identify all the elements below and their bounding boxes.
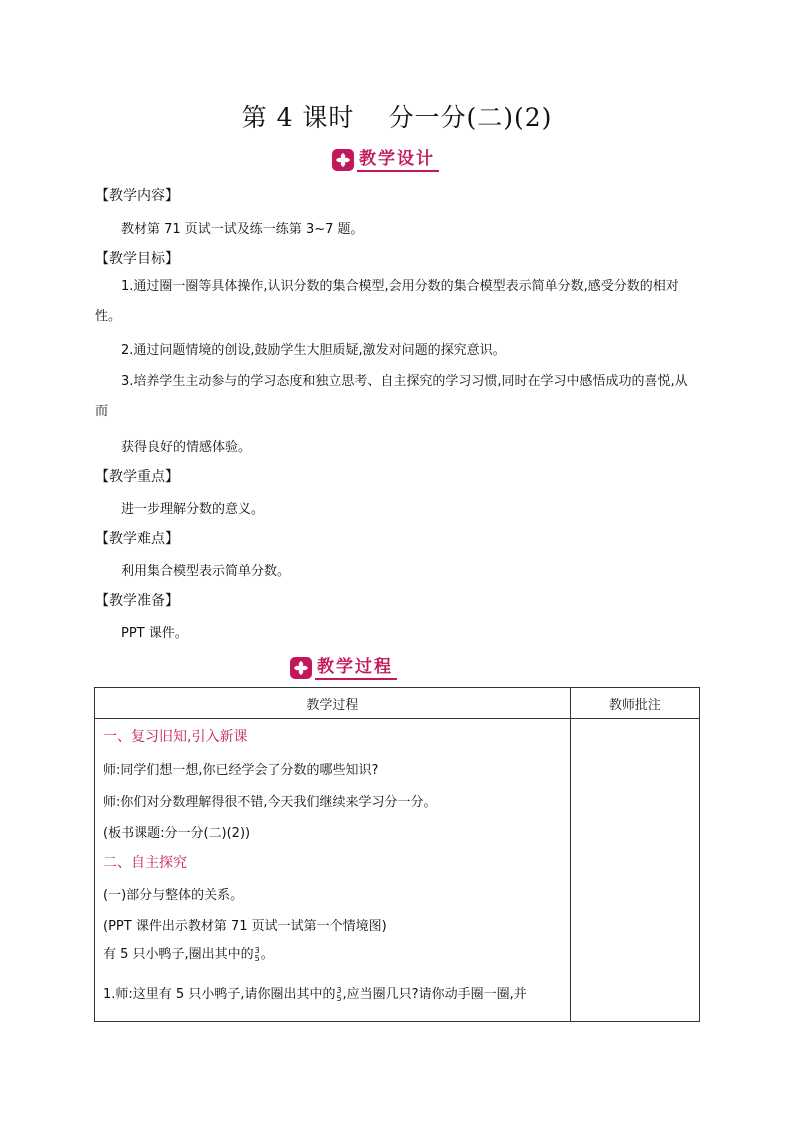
section-explore: 二、自主探究: [103, 855, 187, 871]
goal-1: 1.通过圈一圈等具体操作,认识分数的集合模型,会用分数的集合模型表示简单分数,感受分数的相对性。: [95, 279, 679, 324]
section-review: 一、复习旧知,引入新课: [103, 729, 248, 745]
difficult-points-heading: 【教学难点】: [95, 531, 179, 547]
header-teacher-notes: 教师批注: [570, 688, 699, 719]
process-banner-label: 教学过程: [315, 657, 397, 680]
fraction-numerator: 3: [254, 945, 260, 955]
goals-heading: 【教学目标】: [95, 251, 179, 267]
preparation-text: PPT 课件。: [121, 626, 188, 641]
flower-icon: [332, 149, 354, 171]
process-line: (PPT 课件出示教材第 71 页试一试第一个情境图): [103, 919, 387, 934]
page-title: [0, 98, 794, 134]
line-text: ,应当圈几只?请你动手圈一圈,并: [342, 987, 527, 1002]
goal-2: 2.通过问题情境的创设,鼓励学生大胆质疑,激发对问题的探究意识。: [121, 343, 506, 358]
header-process: 教学过程: [95, 688, 571, 719]
lesson-name: 分一分(二)(2): [388, 103, 553, 132]
process-line: 师:你们对分数理解得很不错,今天我们继续来学习分一分。: [103, 795, 437, 810]
key-points-text: 进一步理解分数的意义。: [121, 502, 265, 517]
key-points-heading: 【教学重点】: [95, 469, 179, 485]
teacher-notes-cell: [570, 719, 699, 1022]
fraction-numerator: 3: [336, 985, 342, 995]
fraction: [336, 987, 341, 1003]
process-cell: [95, 719, 571, 1022]
fraction-denominator: 5: [254, 953, 260, 963]
line-text: 。: [260, 947, 274, 962]
process-line-fraction: [103, 983, 527, 1003]
content-text: 教材第 71 页试一试及练一练第 3~7 题。: [121, 222, 364, 237]
content-heading: 【教学内容】: [95, 188, 179, 204]
design-banner-label: 教学设计: [357, 149, 439, 172]
lesson-number: 第 4 课时: [241, 103, 355, 132]
process-line: (一)部分与整体的关系。: [103, 888, 244, 903]
process-table: [94, 687, 700, 1022]
process-line-fraction: [103, 943, 274, 963]
flower-icon: [290, 657, 312, 679]
fraction-denominator: 5: [336, 993, 342, 1003]
goal-3: 3.培养学生主动参与的学习态度和独立思考、自主探究的学习习惯,同时在学习中感悟成功的喜悦,从而: [95, 374, 688, 419]
preparation-heading: 【教学准备】: [95, 593, 179, 609]
design-banner: [332, 148, 439, 172]
fraction: [255, 947, 260, 963]
line-text: 有 5 只小鸭子,圈出其中的: [103, 947, 254, 962]
process-banner: [290, 656, 397, 680]
line-text: 1.师:这里有 5 只小鸭子,请你圈出其中的: [103, 987, 336, 1002]
table-row: [95, 719, 700, 1022]
process-line: 师:同学们想一想,你已经学会了分数的哪些知识?: [103, 763, 379, 778]
process-line: (板书课题:分一分(二)(2)): [103, 826, 251, 841]
goal-3-continued: 获得良好的情感体验。: [121, 440, 252, 455]
difficult-points-text: 利用集合模型表示简单分数。: [121, 564, 291, 579]
table-header-row: [95, 688, 700, 719]
